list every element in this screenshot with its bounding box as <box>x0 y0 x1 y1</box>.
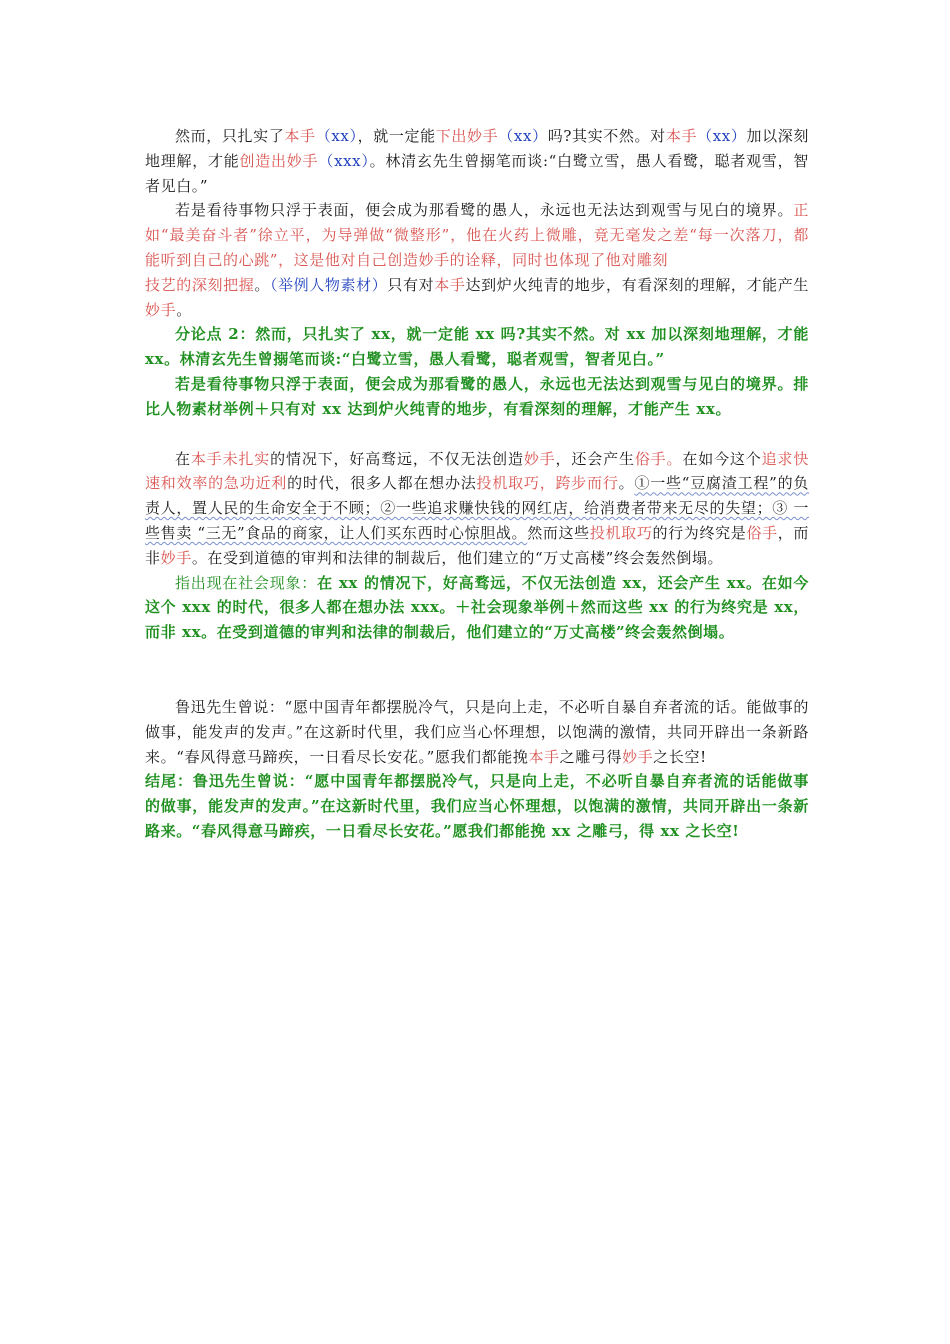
text-run: 。在受到道德的审判和法律的制裁后，他们建立的“万丈高楼”终会轰然倒塌。 <box>191 548 724 567</box>
text-run: 的情况下，好高骛远，不仅无法创造 <box>270 449 524 468</box>
text-run: 之雕弓得 <box>559 747 623 766</box>
keyword-miaoshou: 妙手 <box>622 747 654 766</box>
text-run: 之长空! <box>653 747 707 766</box>
example-xu-liping-end: 技艺的深刻把握 <box>145 275 255 294</box>
annotation-example-material: （举例人物素材） <box>269 275 388 294</box>
text-run: 吗?其实不然。对 <box>547 127 666 145</box>
template-example: 若是看待事物只浮于表面，便会成为那看鹭的愚人，永远也无法达到观雪与见白的境界。排比人物素材举例＋只有对 xx 达到炉火纯青的地步，有看深刻的理解，才能产生 xx。 <box>145 374 809 418</box>
keyword-miaoshou: 妙手 <box>145 300 177 319</box>
text-run: 只有对 <box>387 275 435 294</box>
keyword-sushou: 俗手。 <box>634 449 683 468</box>
keyword-miaoshou: 妙手 <box>160 548 192 567</box>
text-run: 加以深刻地理解，才能 <box>145 127 809 170</box>
text-run: ，还会产生 <box>555 449 635 468</box>
text-run: 。 <box>176 300 192 319</box>
spacer <box>145 422 809 447</box>
keyword-miaoshou: 下出妙手 <box>435 127 499 145</box>
text-run: 。林清玄先生曾搦笔而谈:“白鹭立雪，愚人看鹭，聪者观雪，智者见白。” <box>145 151 809 195</box>
text-run: 鲁迅先生曾说：“愿中国青年都摆脱冷气，只是向上走，不必听自暴自弃者流的话。能做事的做事，能发声的发声。”在这新时代里，我们应当心怀理想，以饱满的激情，共同开辟出一条新路来。“春风得意马蹄疾，一日看尽长安花。”愿我们都能挽 <box>145 697 809 766</box>
template-argument-2: 分论点 2：然而，只扎实了 xx，就一定能 xx 吗?其实不然。对 xx 加以深刻地理解，才能 xx。林清玄先生曾搦笔而谈:“白鹭立雪，愚人看鹭，聪者观雪，智者见白。” <box>145 325 809 369</box>
placeholder-note: （xx） <box>498 127 548 145</box>
keyword-quick-success: 追求快速和效率的急功近利 <box>145 449 809 493</box>
placeholder-note: （xxx） <box>318 151 370 170</box>
paragraph-social-phenomenon <box>145 447 809 571</box>
text-run: 的行为终究是 <box>652 523 747 542</box>
keyword-opportunism: 投机取巧，跨步而行 <box>476 474 619 493</box>
keyword-benshou: 本手 <box>528 747 560 766</box>
keyword-benshou: 本手 <box>434 275 466 294</box>
keyword-benshou-unsolid: 本手未扎实 <box>190 449 271 468</box>
text-run: 在如今这个 <box>682 449 762 468</box>
phenomenon-examples: ①一些“豆腐渣工程”的负责人，置人民的生命安全于不顾；②一些追求赚快钱的网红店，给消费者带来无尽的失望；③ 一些售卖 “三无”食品的商家，让人们买东西时心惊胆战。 <box>145 474 810 542</box>
text-run: ，而非 <box>145 523 810 567</box>
text-run: 的时代，很多人都在想办法 <box>287 474 477 493</box>
keyword-benshou: 本手 <box>665 127 698 145</box>
template-conclusion: 结尾：鲁迅先生曾说：“愿中国青年都摆脱冷气，只是向上走，不必听自暴自弃者流的话能做事的做事，能发声的发声。”在这新时代里，我们应当心怀理想，以饱满的激情，共同开辟出一条新路来。“春风得意马蹄疾，一日看尽长安花。”愿我们都能挽 xx 之雕弓，得 xx 之长空! <box>145 772 809 840</box>
document-page <box>145 124 809 844</box>
spacer <box>145 645 809 695</box>
placeholder-note: （xx） <box>697 127 747 145</box>
text-run: 。 <box>254 275 270 294</box>
keyword-sushou: 俗手 <box>746 523 778 542</box>
paragraph-argument-2 <box>145 124 809 198</box>
text-run: 然而，只扎实了 <box>175 127 285 145</box>
keyword-miaoshou: 妙手 <box>523 449 556 468</box>
text-run: 然而这些 <box>527 523 590 542</box>
paragraph-conclusion <box>145 695 809 769</box>
keyword-opportunism: 投机取巧 <box>589 523 653 542</box>
text-run: ，就一定能 <box>357 127 436 145</box>
keyword-benshou: 本手 <box>284 127 316 145</box>
text-run: 在 <box>175 449 191 468</box>
template-social-phenomenon <box>145 571 809 645</box>
example-xu-liping: 正如“最美奋斗者”徐立平，为导弹做“微整形”，他在火药上微雕，竟无毫发之差“每一次落刀，都能听到自己的心跳”，这是他对自己创造妙手的诠释，同时也体现了他对雕刻 <box>145 201 809 269</box>
text-run: 若是看待事物只浮于表面，便会成为那看鹭的愚人，永远也无法达到观雪与见白的境界。 <box>175 201 794 220</box>
text-run: 达到炉火纯青的地步，有看深刻的理解，才能产生 <box>465 275 809 294</box>
placeholder-note: （xx） <box>315 127 358 145</box>
keyword-create-miaoshou: 创造出妙手 <box>239 151 319 170</box>
template-label: 指出现在社会现象： <box>175 573 318 592</box>
text-run: 。 <box>618 474 635 493</box>
template-text: 在 xx 的情况下，好高骛远，不仅无法创造 xx，还会产生 xx。在如今这个 xxx 的时代，很多人都在想办法 xxx。＋社会现象举例＋然而这些 xx 的行为终究是 xx，而非 xx。在受到道德的审判和法律的制裁后，他们建立的“万丈高楼”终会轰然倒塌。 <box>145 573 809 642</box>
paragraph-example <box>145 198 809 322</box>
